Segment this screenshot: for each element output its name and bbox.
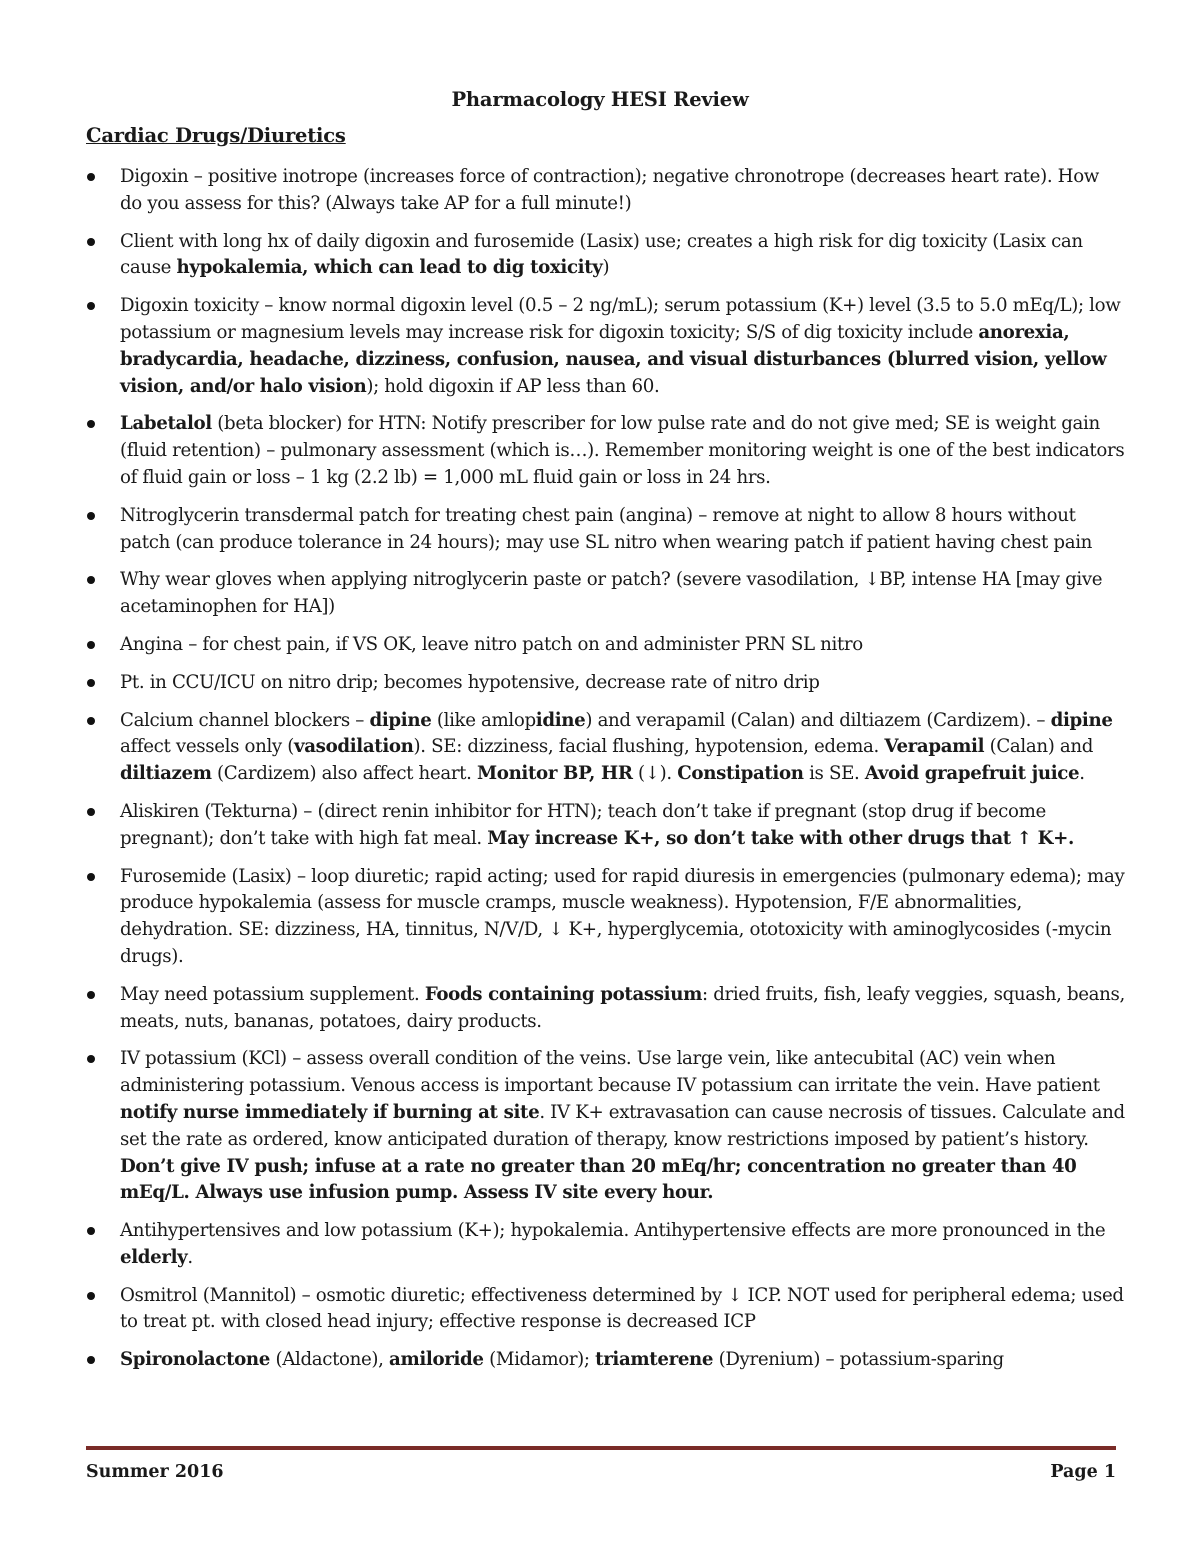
text: (Aldactone), — [270, 1349, 390, 1371]
list-item — [86, 411, 1126, 491]
text: Client with long hx of daily digoxin and furosemide (Lasix) use; creates a high risk for dig toxicity (Lasix can cause — [120, 230, 1083, 279]
bold-text: Don’t give IV push; infuse at a rate no greater than 20 mEq/hr; concentration no greater than 40 mEq/L. Always use infusion pump. Assess IV site every hour. — [120, 1155, 1077, 1204]
page-title: Pharmacology HESI Review — [451, 88, 749, 111]
text: (Dyrenium) – potassium-sparing — [713, 1349, 1004, 1371]
text: . — [1079, 763, 1085, 785]
text: ) and verapamil (Calan) and diltiazem (Cardizem). – — [585, 709, 1051, 731]
list-item — [86, 293, 1126, 400]
text: ) — [602, 257, 610, 279]
text: Calcium channel blockers – — [120, 709, 370, 731]
text: Osmitrol (Mannitol) – osmotic diuretic; effectiveness determined by ↓ ICP. NOT used for peripheral edema; used to treat pt. with closed head injury; effective response is decreased ICP — [120, 1284, 1124, 1333]
footer-page-number: Page 1 — [1050, 1462, 1116, 1482]
bold-text: amiloride — [389, 1349, 484, 1371]
text: . — [187, 1246, 193, 1268]
text: ); hold digoxin if AP less than 60. — [366, 375, 660, 397]
list-item — [86, 632, 1126, 659]
bold-text: diltiazem — [120, 763, 212, 785]
list-item — [86, 982, 1126, 1036]
list-item — [86, 1283, 1126, 1337]
text: (beta blocker) for HTN: Notify prescriber for low pulse rate and do not give med; SE is weight gain (fluid retention) – pulmonary assessment (which is…). Remember monitoring weight is one of the best indicators of fluid gain or loss – 1 kg (2.2 lb) = 1,000 mL fluid gain or loss in 24 hrs. — [120, 413, 1125, 488]
list-item — [86, 229, 1126, 283]
list-item — [86, 864, 1126, 971]
section-heading: Cardiac Drugs/Diuretics — [86, 124, 346, 147]
text: Why wear gloves when applying nitroglycerin paste or patch? (severe vasodilation, ↓BP, intense HA [may give acetaminophen for HA]) — [120, 569, 1103, 618]
bold-text: Spironolactone — [120, 1349, 271, 1371]
bold-text: notify nurse immediately if burning at site — [120, 1101, 540, 1123]
text: Furosemide (Lasix) – loop diuretic; rapid acting; used for rapid diuresis in emergencies (pulmonary edema); may produce hypokalemia (assess for muscle cramps, muscle weakness). Hypotension, F/E abnormalities, dehydration. SE: dizziness, HA, tinnitus, N/V/D, ↓ K+, hyperglycemia, ototoxicity with aminoglycosides (-mycin drugs). — [120, 865, 1125, 967]
bold-text: Avoid grapefruit juice — [864, 763, 1080, 785]
bold-text: anorexia, bradycardia, headache, dizziness, confusion, nausea, and visual disturbances (blurred vision, yellow vision, and/or halo vision — [120, 321, 1107, 397]
text: Aliskiren (Tekturna) – (direct renin inhibitor for HTN); teach don’t take if pregnant (stop drug if become pregnant); don’t take with high fat meal. — [120, 800, 1046, 849]
text: (Midamor); — [483, 1349, 596, 1371]
text: May need potassium supplement. — [120, 983, 425, 1005]
bold-text: Monitor BP, HR — [477, 763, 633, 785]
text: Angina – for chest pain, if VS OK, leave nitro patch on and administer PRN SL nitro — [120, 633, 863, 655]
bold-text: idine — [535, 709, 586, 731]
text: IV potassium (KCl) – assess overall condition of the veins. Use large vein, like antecubital (AC) vein when administering potassium. Venous access is important because IV potassium can irritate the vein. Have patient — [120, 1048, 1100, 1097]
bullet-list — [86, 164, 1126, 1385]
list-item — [86, 1046, 1126, 1207]
text: (↓). — [632, 763, 678, 785]
list-item — [86, 164, 1126, 218]
text: (Calan) and — [984, 736, 1094, 758]
footer-divider — [86, 1446, 1116, 1450]
list-item — [86, 1218, 1126, 1272]
text: (Cardizem) also affect heart. — [211, 763, 477, 785]
text: (like amlop — [431, 709, 536, 731]
list-item — [86, 670, 1126, 697]
bold-text: dipine — [1050, 709, 1113, 731]
bold-text: hypokalemia, which can lead to dig toxicity — [176, 257, 603, 279]
bold-text: Foods containing potassium — [424, 983, 702, 1005]
bold-text: May increase K+, so don’t take with other drugs that ↑ K+. — [487, 827, 1074, 849]
text: Digoxin toxicity – know normal digoxin level (0.5 – 2 ng/mL); serum potassium (K+) level (3.5 to 5.0 mEq/L); low potassium or magnesium levels may increase risk for digoxin toxicity; S/S of dig toxicity include — [120, 295, 1121, 343]
footer-date: Summer 2016 — [86, 1462, 224, 1482]
bold-text: dipine — [369, 709, 432, 731]
bold-text: triamterene — [595, 1349, 714, 1371]
list-item — [86, 567, 1126, 621]
list-item — [86, 503, 1126, 557]
text: Pt. in CCU/ICU on nitro drip; becomes hypotensive, decrease rate of nitro drip — [120, 671, 820, 693]
text: affect vessels only ( — [120, 736, 295, 758]
text: ). SE: dizziness, facial flushing, hypotension, edema. — [413, 736, 885, 758]
bold-text: vasodilation — [294, 736, 414, 758]
text: : dried fruits, fish, leafy veggies, squash, beans, meats, nuts, bananas, potatoes, dairy products. — [120, 983, 1125, 1032]
list-item — [86, 1347, 1126, 1374]
list-item — [86, 708, 1126, 788]
text: is SE. — [803, 763, 865, 785]
text: Digoxin – positive inotrope (increases force of contraction); negative chronotrope (decreases heart rate). How do you assess for this? (Always take AP for a full minute!) — [120, 166, 1100, 214]
bold-text: Constipation — [677, 763, 804, 785]
text: . IV K+ extravasation can cause necrosis of tissues. Calculate and set the rate as ordered, know anticipated duration of therapy, know restrictions imposed by patient’s history. — [120, 1101, 1125, 1150]
list-item — [86, 799, 1126, 853]
bold-text: Labetalol — [120, 413, 212, 435]
bold-text: elderly — [120, 1246, 188, 1268]
bold-text: Verapamil — [884, 736, 985, 758]
text: Nitroglycerin transdermal patch for treating chest pain (angina) – remove at night to allow 8 hours without patch (can produce tolerance in 24 hours); may use SL nitro when wearing patch if patient having chest pain — [120, 504, 1093, 553]
text: Antihypertensives and low potassium (K+); hypokalemia. Antihypertensive effects are more pronounced in the — [120, 1220, 1106, 1242]
